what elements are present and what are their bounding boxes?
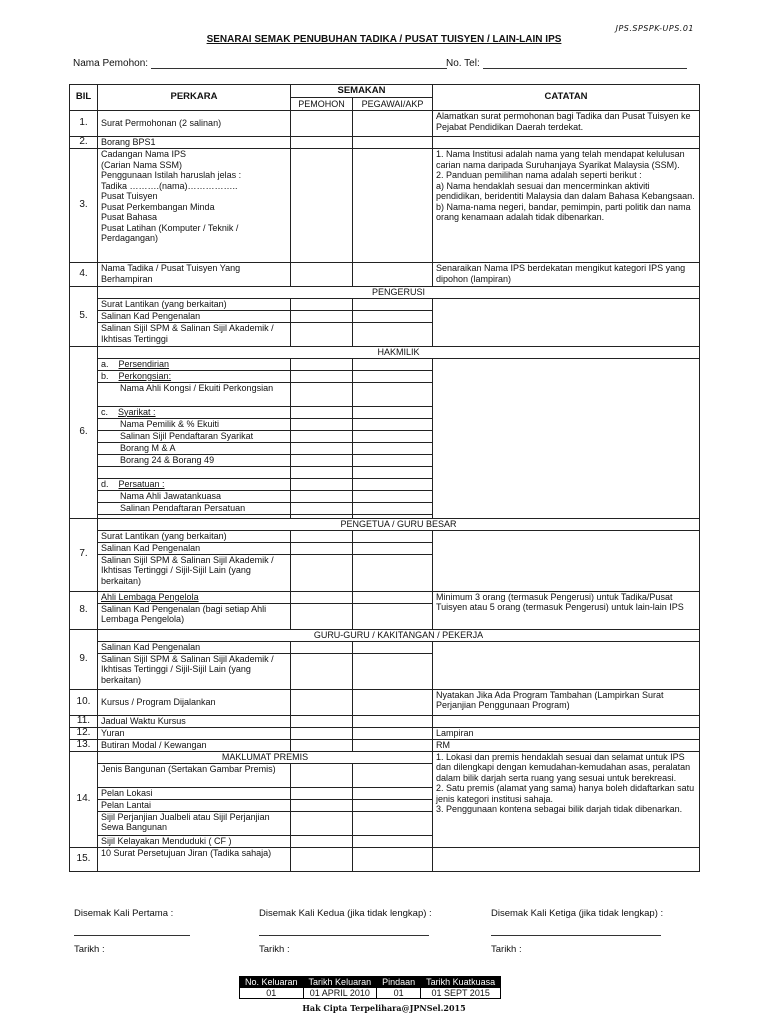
check-pegawai[interactable] xyxy=(353,847,433,871)
item-text: Salinan Sijil SPM & Salinan Sijil Akademik / Ikhtisas Tertinggi xyxy=(98,323,291,347)
check-pemohon[interactable] xyxy=(291,727,353,739)
item-text: Salinan Sijil Pendaftaran Syarikat xyxy=(98,430,291,442)
check-pemohon[interactable] xyxy=(291,689,353,715)
phone-line xyxy=(483,58,687,69)
item-text: Borang 24 & Borang 49 xyxy=(98,454,291,466)
check-pegawai[interactable] xyxy=(353,490,433,502)
check-pemohon[interactable] xyxy=(291,835,353,847)
revision-value: 01 xyxy=(377,988,421,999)
revision-header: Tarikh Kuatkuasa xyxy=(421,977,501,988)
check-pegawai[interactable] xyxy=(353,799,433,811)
section-heading: GURU-GURU / KAKITANGAN / PEKERJA xyxy=(98,629,700,641)
revision-value: 01 SEPT 2015 xyxy=(421,988,501,999)
note-text: Lampiran xyxy=(433,727,700,739)
check-pemohon[interactable] xyxy=(291,111,353,137)
row-number: 4. xyxy=(70,263,98,287)
table-row xyxy=(70,137,700,149)
item-label: b. xyxy=(101,370,109,381)
check-pegawai[interactable] xyxy=(353,370,433,382)
row-number: 11. xyxy=(70,715,98,727)
check-pegawai[interactable] xyxy=(353,653,433,689)
item-text: Jadual Waktu Kursus xyxy=(98,715,291,727)
row-number: 2. xyxy=(70,137,98,149)
revision-table xyxy=(239,976,501,999)
note-text xyxy=(433,847,700,871)
phone-label: No. Tel: xyxy=(446,58,480,69)
note-text: Nyatakan Jika Ada Program Tambahan (Lampirkan Surat Perjanjian Penggunaan Program) xyxy=(433,689,700,715)
check-pemohon[interactable] xyxy=(291,653,353,689)
header-pegawai: PEGAWAI/AKP xyxy=(353,98,433,111)
item-text: Butiran Modal / Kewangan xyxy=(98,739,291,751)
table-row xyxy=(70,358,700,370)
header-pemohon: PEMOHON xyxy=(291,98,353,111)
row-number: 7. xyxy=(70,518,98,591)
check-pegawai[interactable] xyxy=(353,149,433,263)
check-pemohon[interactable] xyxy=(291,502,353,514)
check-pegawai[interactable] xyxy=(353,763,433,787)
applicant-name-label: Nama Pemohon: xyxy=(73,58,149,69)
check-pegawai[interactable] xyxy=(353,466,433,478)
item-text: Borang BPS1 xyxy=(98,137,291,149)
check-pemohon[interactable] xyxy=(291,739,353,751)
item-text: Surat Lantikan (yang berkaitan) xyxy=(98,530,291,542)
section-row-pengetua xyxy=(70,518,700,530)
item-text: Persendirian xyxy=(118,358,170,369)
section-row-premis xyxy=(70,751,700,763)
table-row xyxy=(70,847,700,871)
section-heading: MAKLUMAT PREMIS xyxy=(98,751,433,763)
item-text: Nama Pemilik & % Ekuiti xyxy=(98,418,291,430)
note-text xyxy=(433,715,700,727)
revision-value: 01 APRIL 2010 xyxy=(303,988,377,999)
check-third-label: Disemak Kali Ketiga (jika tidak lengkap) : xyxy=(491,908,664,919)
item-text: Salinan Pendaftaran Persatuan xyxy=(98,502,291,514)
check-pemohon[interactable] xyxy=(291,641,353,653)
table-row xyxy=(70,727,700,739)
check-pemohon[interactable] xyxy=(291,763,353,787)
item-text: Cadangan Nama IPS (Carian Nama SSM) Penggunaan Istilah haruslah jelas : Tadika ……….(nama)…………….. Pusat Tuisyen Pusat Perkembangan Minda Pusat Bahasa Pusat Latihan (Komputer / Teknik / Perdagangan) xyxy=(98,149,291,263)
date-label-first: Tarikh : xyxy=(74,944,105,955)
check-pemohon[interactable] xyxy=(291,811,353,835)
check-pegawai[interactable] xyxy=(353,263,433,287)
note-text xyxy=(433,137,700,149)
section-heading: PENGETUA / GURU BESAR xyxy=(98,518,700,530)
item-label: a. xyxy=(101,358,109,369)
check-pegawai[interactable] xyxy=(353,502,433,514)
checklist-table xyxy=(69,84,700,872)
item-text: Yuran xyxy=(98,727,291,739)
item-text: Pelan Lokasi xyxy=(98,787,291,799)
item-text: Salinan Kad Pengenalan (bagi setiap Ahli Lembaga Pengelola) xyxy=(98,603,291,629)
check-pegawai[interactable] xyxy=(353,811,433,835)
note-text: RM xyxy=(433,739,700,751)
check-pemohon[interactable] xyxy=(291,554,353,591)
page-title: SENARAI SEMAK PENUBUHAN TADIKA / PUSAT TUISYEN / LAIN-LAIN IPS xyxy=(206,34,562,45)
check-pemohon[interactable] xyxy=(291,799,353,811)
item-text: Surat Lantikan (yang berkaitan) xyxy=(98,299,291,311)
date-label-third: Tarikh : xyxy=(491,944,522,955)
check-pemohon[interactable] xyxy=(291,323,353,347)
phone-field[interactable] xyxy=(446,58,687,69)
item-heading: Ahli Lembaga Pengelola xyxy=(98,591,291,603)
row-number: 13. xyxy=(70,739,98,751)
row-number: 15. xyxy=(70,847,98,871)
row-number: 5. xyxy=(70,287,98,347)
row-number: 14. xyxy=(70,751,98,847)
check-pegawai[interactable] xyxy=(353,323,433,347)
table-row xyxy=(70,715,700,727)
item-text: Sijil Kelayakan Menduduki ( CF ) xyxy=(98,835,291,847)
date-label-second: Tarikh : xyxy=(259,944,290,955)
check-pemohon[interactable] xyxy=(291,454,353,466)
table-row xyxy=(70,591,700,603)
check-pemohon[interactable] xyxy=(291,442,353,454)
check-pemohon[interactable] xyxy=(291,406,353,418)
item-text: Salinan Kad Pengenalan xyxy=(98,542,291,554)
table-row xyxy=(70,111,700,137)
row-number: 9. xyxy=(70,629,98,689)
table-row xyxy=(70,739,700,751)
check-pegawai[interactable] xyxy=(353,787,433,799)
table-row xyxy=(70,641,700,653)
row-number: 8. xyxy=(70,591,98,629)
check-pemohon[interactable] xyxy=(291,299,353,311)
check-pemohon[interactable] xyxy=(291,478,353,490)
item-text: Salinan Kad Pengenalan xyxy=(98,311,291,323)
check-pegawai[interactable] xyxy=(353,111,433,137)
signature-line-third[interactable] xyxy=(491,935,661,936)
check-pegawai[interactable] xyxy=(353,530,433,542)
table-row xyxy=(70,149,700,263)
check-pemohon[interactable] xyxy=(291,715,353,727)
row-number: 6. xyxy=(70,347,98,519)
check-pegawai[interactable] xyxy=(353,689,433,715)
note-text xyxy=(433,299,700,347)
check-pemohon[interactable] xyxy=(291,466,353,478)
check-pegawai[interactable] xyxy=(353,430,433,442)
section-heading: PENGERUSI xyxy=(98,287,700,299)
check-pemohon[interactable] xyxy=(291,490,353,502)
check-second-label: Disemak Kali Kedua (jika tidak lengkap) : xyxy=(259,908,432,919)
applicant-name-line xyxy=(151,58,447,69)
row-number: 10. xyxy=(70,689,98,715)
check-pegawai[interactable] xyxy=(353,603,433,629)
check-pegawai[interactable] xyxy=(353,442,433,454)
check-pemohon[interactable] xyxy=(291,263,353,287)
section-heading: HAKMILIK xyxy=(98,347,700,359)
applicant-name-field[interactable] xyxy=(73,58,447,69)
item-text: Persatuan : xyxy=(118,478,165,489)
revision-value: 01 xyxy=(240,988,304,999)
check-pegawai[interactable] xyxy=(353,542,433,554)
check-pegawai[interactable] xyxy=(353,311,433,323)
revision-header: No. Keluaran xyxy=(240,977,304,988)
check-pemohon[interactable] xyxy=(291,418,353,430)
check-pegawai[interactable] xyxy=(353,358,433,370)
check-pemohon[interactable] xyxy=(291,358,353,370)
section-row-pengerusi xyxy=(70,287,700,299)
check-pemohon[interactable] xyxy=(291,370,353,382)
check-pegawai[interactable] xyxy=(353,478,433,490)
check-pegawai[interactable] xyxy=(353,418,433,430)
note-text xyxy=(433,641,700,689)
check-pegawai[interactable] xyxy=(353,454,433,466)
note-text: Senaraikan Nama IPS berdekatan mengikut kategori IPS yang dipohon (lampiran) xyxy=(433,263,700,287)
check-pegawai[interactable] xyxy=(353,137,433,149)
table-row xyxy=(70,689,700,715)
note-text: Alamatkan surat permohonan bagi Tadika dan Pusat Tuisyen ke Pejabat Pendidikan Daerah terdekat. xyxy=(433,111,700,137)
row-number: 1. xyxy=(70,111,98,137)
revision-header: Pindaan xyxy=(377,977,421,988)
check-pegawai[interactable] xyxy=(353,299,433,311)
item-text: Syarikat : xyxy=(118,406,156,417)
section-row-guru xyxy=(70,629,700,641)
item-text: Borang M & A xyxy=(98,442,291,454)
check-pemohon[interactable] xyxy=(291,787,353,799)
item-text: Jenis Bangunan (Sertakan Gambar Premis) xyxy=(98,763,291,787)
item-text: Salinan Sijil SPM & Salinan Sijil Akademik / Ikhtisas Tertinggi / Sijil-Sijil Lain (yang berkaitan) xyxy=(98,653,291,689)
item-text: 10 Surat Persetujuan Jiran (Tadika sahaja) xyxy=(98,847,291,871)
check-pegawai[interactable] xyxy=(353,727,433,739)
header-perkara: PERKARA xyxy=(98,85,291,111)
check-pemohon[interactable] xyxy=(291,137,353,149)
item-text: Surat Permohonan (2 salinan) xyxy=(98,111,291,137)
check-pemohon[interactable] xyxy=(291,542,353,554)
item-text: Nama Ahli Jawatankuasa xyxy=(98,490,291,502)
check-pegawai[interactable] xyxy=(353,406,433,418)
check-pemohon[interactable] xyxy=(291,382,353,406)
copyright-notice: Hak Cipta Terpelihara@JPNSel.2015 xyxy=(302,1003,466,1013)
document-code: JPS.SPSPK-UPS.01 xyxy=(615,24,694,33)
table-row xyxy=(70,299,700,311)
check-pegawai[interactable] xyxy=(353,591,433,603)
check-pemohon[interactable] xyxy=(291,603,353,629)
revision-header: Tarikh Keluaran xyxy=(303,977,377,988)
item-label: c. xyxy=(101,406,109,417)
note-text xyxy=(433,530,700,591)
note-text: 1. Nama Institusi adalah nama yang telah mendapat kelulusan carian nama daripada Suruhanjaya Syarikat Malaysia (SSM). 2. Panduan pemilihan nama adalah seperti berikut : a) Nama hendaklah sesuai dan mencerminkan aktiviti pendidikan, beridentiti Malaysia dan dalam Bahasa Kebangsaan. b) Nama-nama negeri, bandar, pemimpin, parti politik dan nama orang kenamaan adalah tidak dibenarkan. xyxy=(433,149,700,263)
check-pegawai[interactable] xyxy=(353,739,433,751)
check-pegawai[interactable] xyxy=(353,641,433,653)
check-pemohon[interactable] xyxy=(291,430,353,442)
section-row-hakmilik xyxy=(70,347,700,359)
header-semakan: SEMAKAN xyxy=(291,85,433,98)
item-text: Sijil Perjanjian Jualbeli atau Sijil Perjanjian Sewa Bangunan xyxy=(98,811,291,835)
check-pegawai[interactable] xyxy=(353,835,433,847)
check-pemohon[interactable] xyxy=(291,311,353,323)
check-pegawai[interactable] xyxy=(353,382,433,406)
item-label: d. xyxy=(101,478,109,489)
check-pegawai[interactable] xyxy=(353,554,433,591)
check-pemohon[interactable] xyxy=(291,530,353,542)
check-pemohon[interactable] xyxy=(291,847,353,871)
item-text: Kursus / Program Dijalankan xyxy=(98,689,291,715)
check-pegawai[interactable] xyxy=(353,715,433,727)
header-catatan: CATATAN xyxy=(433,85,700,111)
check-pemohon[interactable] xyxy=(291,149,353,263)
signature-line-first[interactable] xyxy=(74,935,190,936)
item-text: Perkongsian: xyxy=(118,370,172,381)
note-text xyxy=(433,358,700,518)
table-row xyxy=(70,530,700,542)
signature-line-second[interactable] xyxy=(259,935,429,936)
item-text: Nama Ahli Kongsi / Ekuiti Perkongsian xyxy=(98,382,291,406)
check-pemohon[interactable] xyxy=(291,591,353,603)
row-number: 3. xyxy=(70,149,98,263)
note-text: Minimum 3 orang (termasuk Pengerusi) untuk Tadika/Pusat Tuisyen atau 5 orang (termasuk Pengerusi) untuk lain-lain IPS xyxy=(433,591,700,629)
check-first-label: Disemak Kali Pertama : xyxy=(74,908,174,919)
row-number: 12. xyxy=(70,727,98,739)
note-text: 1. Lokasi dan premis hendaklah sesuai dan selamat untuk IPS dan dilengkapi dengan kemudahan-kemudahan asas, peralatan dalam bilik darjah serta ruang yang sesuai untuk berekreasi. 2. Satu premis (alamat yang sama) hanya boleh didaftarkan satu jenis kategori institusi sahaja. 3. Penggunaan kontena sebagai bilik darjah tidak dibenarkan. xyxy=(433,751,700,847)
header-bil: BIL xyxy=(70,85,98,111)
item-text: Salinan Kad Pengenalan xyxy=(98,641,291,653)
item-text: Nama Tadika / Pusat Tuisyen Yang Berhampiran xyxy=(98,263,291,287)
item-text: Salinan Sijil SPM & Salinan Sijil Akademik / Ikhtisas Tertinggi / Sijil-Sijil Lain (yang berkaitan) xyxy=(98,554,291,591)
item-text: Pelan Lantai xyxy=(98,799,291,811)
table-row xyxy=(70,263,700,287)
